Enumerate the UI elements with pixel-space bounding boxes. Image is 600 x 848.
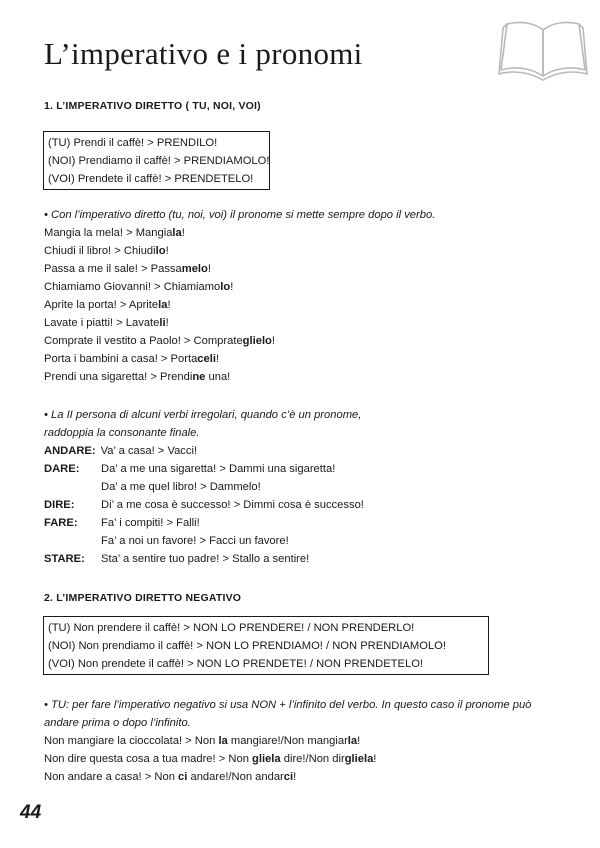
pronoun-highlight: la	[158, 299, 168, 311]
section-2-examples	[44, 696, 554, 786]
section-1-heading: 1. L’IMPERATIVO DIRETTO ( TU, NOI, VOI)	[44, 100, 261, 112]
box-line: (TU) Prendi il caffè! > PRENDILO!	[48, 137, 218, 149]
example-line: Comprate il vestito a Paolo! > Comprateglielo!	[44, 335, 275, 347]
pronoun-highlight: la	[347, 735, 358, 747]
example-line: Porta i bambini a casa! > Portaceli!	[44, 353, 220, 365]
verb-row	[44, 478, 574, 496]
rule-note: • Con l’imperativo diretto (tu, noi, voi) il pronome si mette sempre dopo il verbo.	[44, 209, 436, 221]
verb-row	[44, 442, 574, 460]
verb-row	[44, 496, 574, 514]
rule-note: raddoppia la consonante finale.	[44, 427, 200, 439]
rule-note: • TU: per fare l’imperativo negativo si usa NON + l’infinito del verbo. In questo caso il pronome può andare prima o dopo l’infinito.	[44, 699, 532, 729]
box-line: (VOI) Non prendete il caffè! > NON LO PRENDETE! / NON PRENDETELO!	[48, 658, 423, 670]
verb-example: Va’ a casa! > Vacci!	[100, 445, 198, 457]
example-line: Non dire questa cosa a tua madre! > Non gliela dire!/Non dirgliela!	[44, 753, 377, 765]
verb-label: DARE:	[44, 463, 80, 475]
rule-note: • La II persona di alcuni verbi irregolari, quando c’è un pronome,	[44, 409, 362, 421]
page-title: L’imperativo e i pronomi	[44, 36, 363, 71]
verb-label: ANDARE:	[44, 445, 96, 457]
verb-example: Fa’ a noi un favore! > Facci un favore!	[101, 535, 289, 547]
example-line: Prendi una sigaretta! > Prendine una!	[44, 371, 231, 383]
verb-example: Fa’ i compiti! > Falli!	[101, 517, 200, 529]
pronoun-highlight: la	[218, 735, 228, 747]
pronoun-highlight: gliela	[252, 753, 281, 765]
verb-row	[44, 532, 574, 550]
verb-label: FARE:	[44, 517, 78, 529]
example-line: Lavate i piatti! > Lavateli!	[44, 317, 169, 329]
box-line: (TU) Non prendere il caffè! > NON LO PRENDERE! / NON PRENDERLO!	[48, 622, 415, 634]
section-1-examples	[44, 206, 574, 386]
section-2-example-box	[43, 616, 489, 675]
example-line: Chiudi il libro! > Chiudilo!	[44, 245, 169, 257]
verb-label	[44, 478, 101, 496]
box-line: (VOI) Prendete il caffè! > PRENDETELO!	[48, 173, 254, 185]
pronoun-highlight: ci	[178, 771, 188, 783]
pronoun-highlight: la	[172, 227, 182, 239]
section-1-example-box	[43, 131, 270, 190]
pronoun-highlight: lo	[220, 281, 231, 293]
verb-label: DIRE:	[44, 499, 75, 511]
verb-row	[44, 460, 574, 478]
verb-example: Da’ a me quel libro! > Dammelo!	[101, 481, 261, 493]
verb-label	[44, 532, 101, 550]
verb-example: Di’ a me cosa è successo! > Dimmi cosa è successo!	[101, 499, 364, 511]
open-book-icon	[497, 18, 589, 84]
box-line: (NOI) Non prendiamo il caffè! > NON LO PRENDIAMO! / NON PRENDIAMOLO!	[48, 640, 446, 652]
verb-row	[44, 550, 574, 568]
page-number: 44	[20, 802, 42, 823]
pronoun-highlight: lo	[155, 245, 166, 257]
example-line: Non andare a casa! > Non ci andare!/Non andarci!	[44, 771, 297, 783]
verb-row	[44, 514, 574, 532]
pronoun-highlight: gliela	[344, 753, 374, 765]
example-line: Passa a me il sale! > Passamelo!	[44, 263, 211, 275]
pronoun-highlight: ci	[283, 771, 294, 783]
pronoun-highlight: glielo	[242, 335, 272, 347]
example-line: Non mangiare la cioccolata! > Non la mangiare!/Non mangiarla!	[44, 735, 361, 747]
box-line: (NOI) Prendiamo il caffè! > PRENDIAMOLO!	[48, 155, 270, 167]
verb-example: Da’ a me una sigaretta! > Dammi una sigaretta!	[101, 463, 336, 475]
irregular-verbs	[44, 406, 574, 568]
pronoun-highlight: celi	[197, 353, 216, 365]
pronoun-highlight: melo	[181, 263, 208, 275]
example-line: Chiamiamo Giovanni! > Chiamiamolo!	[44, 281, 234, 293]
pronoun-highlight: li	[159, 317, 166, 329]
example-line: Aprite la porta! > Apritela!	[44, 299, 171, 311]
section-2-heading: 2. L’IMPERATIVO DIRETTO NEGATIVO	[44, 592, 242, 604]
pronoun-highlight: ne	[192, 371, 206, 383]
verb-example: Sta’ a sentire tuo padre! > Stallo a sentire!	[101, 553, 310, 565]
verb-label: STARE:	[44, 553, 85, 565]
example-line: Mangia la mela! > Mangiala!	[44, 227, 185, 239]
